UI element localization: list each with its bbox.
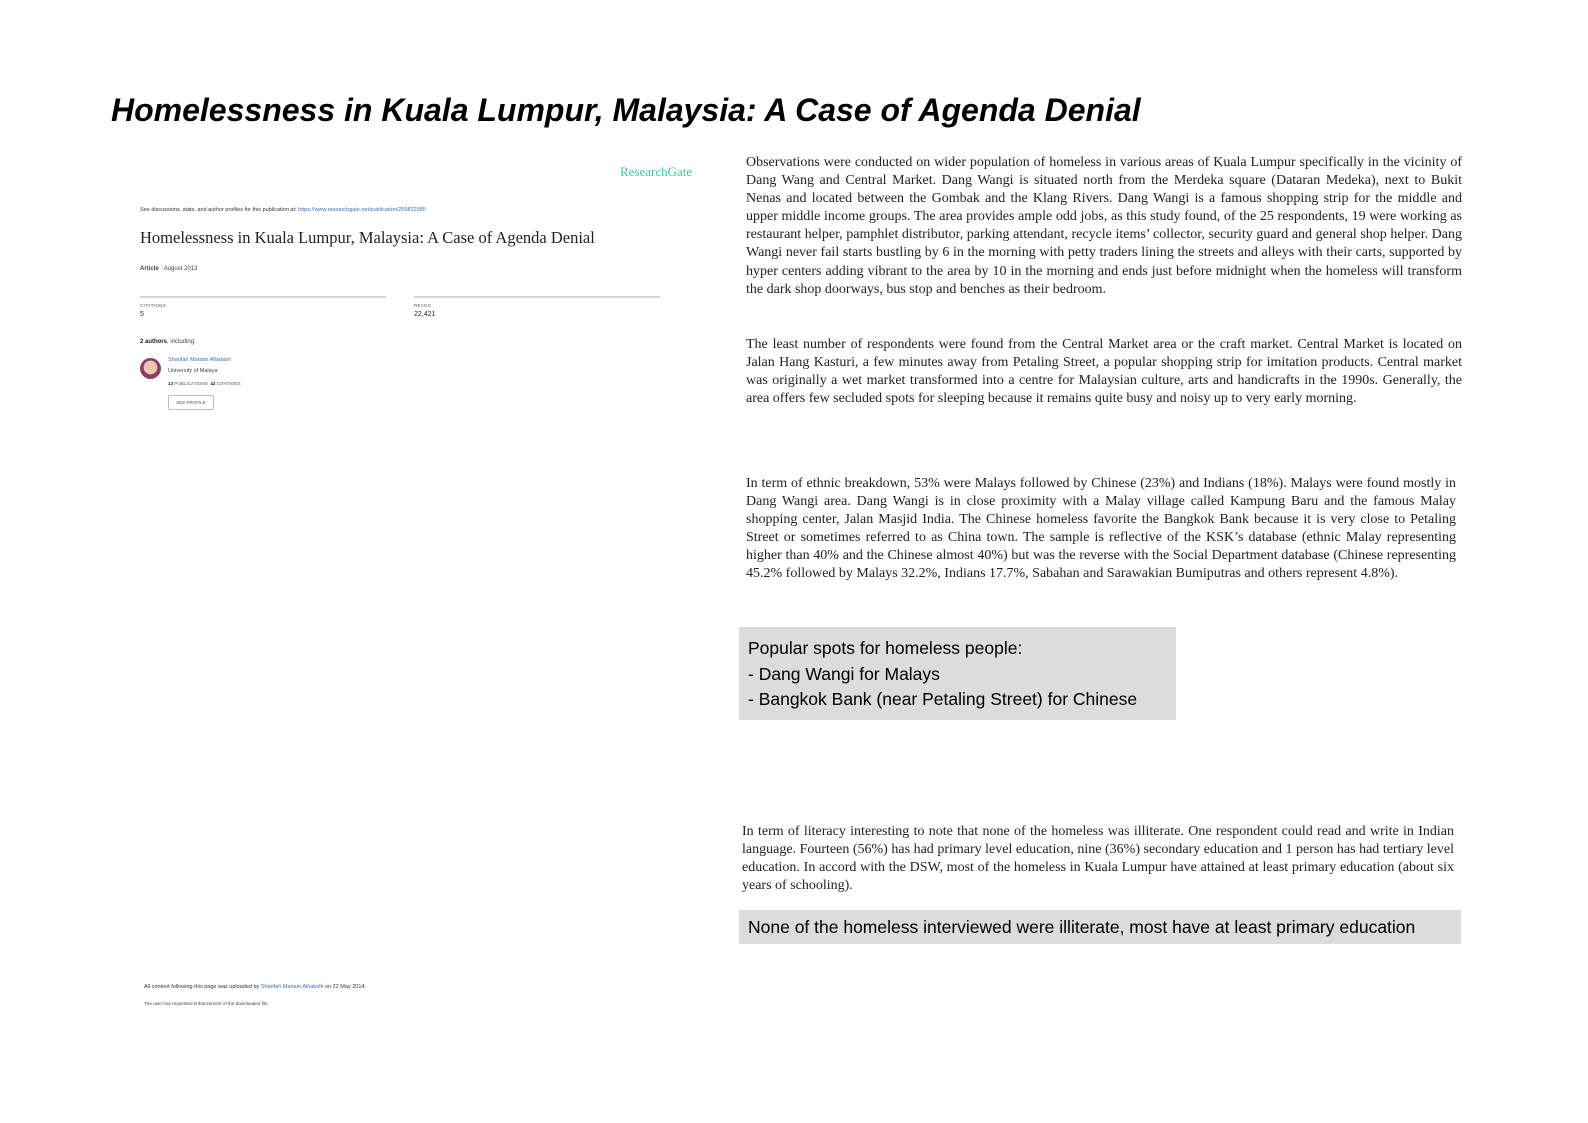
- paragraph-literacy: In term of literacy interesting to note that none of the homeless was illiterate. One respondent could read and write in Indian language. Fourteen (56%) has had primary level education, nine (36%) secondary education and 1 person has had tertiary level education. In accord with the DSW, most of the homeless in Kuala Lumpur have attained at least primary education (about six years of schooling).: [742, 824, 1454, 894]
- article-type: Article: [140, 266, 159, 272]
- author-stats: [168, 381, 241, 386]
- discussion-note: [140, 207, 426, 213]
- publication-link[interactable]: https://www.researchgate.net/publication/255822985: [298, 207, 426, 213]
- authors-count: 2 authors: [140, 339, 168, 345]
- authors-including: , including:: [167, 339, 196, 345]
- author-citations: 42: [210, 381, 216, 386]
- paragraph-central-market: The least number of respondents were found from the Central Market area or the craft market. Central Market is located on Jalan Hang Kasturi, a few minutes away from Petaling Street, a popular shopping strip for imitation products. Central market was originally a wet market transformed into a centre for Malaysian culture, arts and handicrafts in the 1990s. Generally, the area offers few secluded spots for sleeping because it remains quite busy and noisy up to very early morning.: [746, 337, 1462, 407]
- see-profile-button[interactable]: SEE PROFILE: [168, 395, 214, 410]
- discussion-text: See discussions, stats, and author profiles for this publication at:: [140, 207, 297, 213]
- author-name-link[interactable]: Sharifah Mariam Alhabshi: [168, 357, 231, 363]
- avatar[interactable]: [140, 358, 161, 379]
- author-publications-label: PUBLICATIONS: [174, 381, 208, 386]
- researchgate-cover-page: [130, 150, 710, 1030]
- citations-value: 5: [140, 311, 144, 318]
- article-meta: [140, 266, 197, 272]
- author-citations-label: CITATIONS: [216, 381, 241, 386]
- callout-popular-spots: [739, 627, 1176, 720]
- uploader-link[interactable]: Sharifah Mariam Alhabshi: [260, 984, 324, 990]
- author-affiliation: University of Malaya: [168, 368, 218, 374]
- uploaded-suffix: on 22 May 2014.: [325, 984, 366, 990]
- enhancement-note: The user has requested enhancement of the downloaded file.: [144, 1001, 269, 1006]
- callout-spots-heading: Popular spots for homeless people:: [748, 638, 1023, 658]
- cover-paper-title: Homelessness in Kuala Lumpur, Malaysia: A Case of Agenda Denial: [140, 228, 595, 247]
- article-date: · August 2013: [160, 266, 198, 272]
- callout-literacy: None of the homeless interviewed were illiterate, most have at least primary education: [739, 910, 1461, 944]
- reads-label: READS: [414, 303, 432, 308]
- reads-divider: [414, 296, 660, 298]
- callout-spots-item: - Bangkok Bank (near Petaling Street) for Chinese: [748, 689, 1138, 709]
- researchgate-logo[interactable]: ResearchGate: [620, 164, 693, 179]
- uploaded-note: [144, 984, 366, 990]
- authors-heading: [140, 339, 196, 345]
- paragraph-dang-wangi: Observations were conducted on wider population of homeless in various areas of Kuala Lumpur specifically in the vicinity of Dang Wang and Central Market. Dang Wangi is situated north from the Merdeka square (Dataran Medeka), next to Bukit Nenas and located between the Gombak and the Klang Rivers. Dang Wangi is a famous shopping strip for the middle and upper middle income groups. The area provides ample odd jobs, as this study found, of the 25 respondents, 19 were working as restaurant helper, pamphlet distributor, parking attendant, recycle items’ collector, security guard and general shop helper. Dang Wangi never fail starts bustling by 6 in the morning with petty traders lining the streets and alleys with their carts, supported by hyper centers adding vibrant to the area by 10 in the morning and ends just before midnight when the homeless will transform the dark shop doorways, bus stop and benches as their bedroom.: [746, 155, 1462, 297]
- reads-value: 22,421: [414, 311, 436, 318]
- author-publications: 13: [168, 381, 174, 386]
- callout-spots-item: - Dang Wangi for Malays: [748, 663, 940, 684]
- uploaded-prefix: All content following this page was uploaded by: [144, 984, 260, 990]
- citations-label: CITATIONS: [140, 303, 167, 308]
- paragraph-ethnic-breakdown: In term of ethnic breakdown, 53% were Malays followed by Chinese (23%) and Indians (18%). Malays were found mostly in Dang Wangi area. Dang Wangi is in close proximity with a Malay village called Kampung Baru and the famous Malay shopping center, Jalan Masjid India. The Chinese homeless favorite the Bangkok Bank because it is very close to Petaling Street or sometimes referred to as China town. The sample is reflective of the KSK’s database (ethnic Malay representing higher than 40% and the Chinese almost 40%) but was the reverse with the Social Department database (Chinese representing 45.2% followed by Malays 32.2%, Indians 17.7%, Sabahan and Sarawakian Bumiputras and others represent 4.8%).: [746, 476, 1456, 582]
- citations-divider: [140, 296, 386, 298]
- page-title: Homelessness in Kuala Lumpur, Malaysia: A Case of Agenda Denial: [111, 92, 1141, 128]
